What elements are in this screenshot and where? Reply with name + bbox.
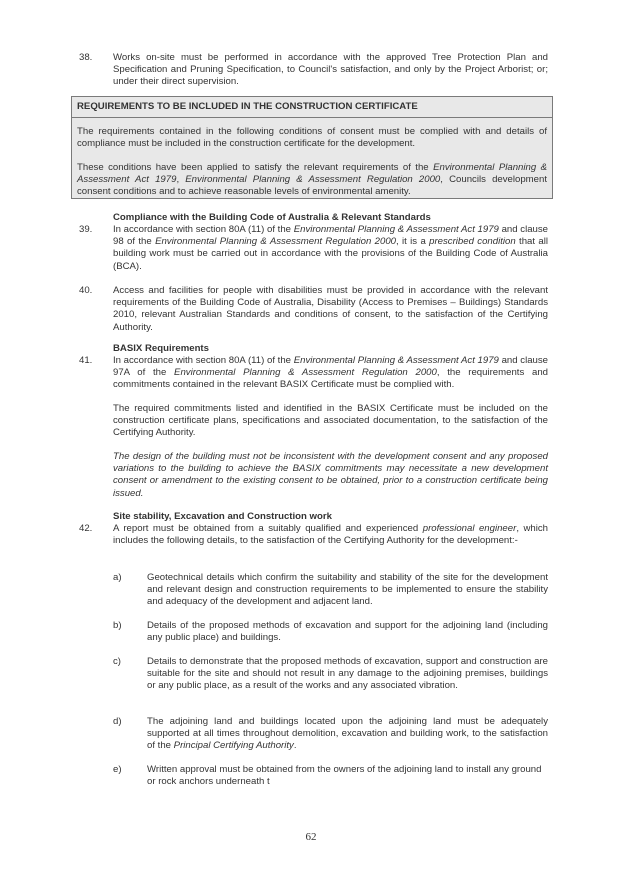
condition-number: 40. — [79, 285, 93, 296]
sub-item-a-text: Geotechnical details which confirm the suitability and stability of the site for the development and relevant design and construction requirements to be implemented to ensure the stability and adequacy of the development and adjacent land. — [147, 572, 548, 608]
condition-41-paragraph-3: The design of the building must not be inconsistent with the development consent and any proposed variations to the building to achieve the BASIX commitments may necessitate a new development consent or amendment to the existing consent to be obtained, prior to a construction certificate being issued. — [113, 451, 548, 499]
page-number: 62 — [305, 831, 317, 843]
sub-item-b-text: Details of the proposed methods of excavation and support for the adjoining land (including any public place) and buildings. — [147, 620, 548, 644]
condition-40-text: Access and facilities for people with disabilities must be provided in accordance with the relevant requirements of the Building Code of Australia, Disability (Access to Premises – Buildings) Standards 2010, relevant Australian Standards and conditions of consent, to the satisfaction of the Certifying Authority. — [113, 285, 548, 333]
condition-41-text: In accordance with section 80A (11) of the Environmental Planning & Assessment Act 1979 and clause 97A of the Environmental Planning & Assessment Regulation 2000, the requirements and commitments contained in the relevant BASIX Certificate must be complied with. — [113, 355, 548, 391]
condition-number: 41. — [79, 355, 93, 366]
condition-41-paragraph-2: The required commitments listed and identified in the BASIX Certificate must be included on the construction certificate plans, specifications and associated documentation, to the satisfaction of the Certifying Authority. — [113, 403, 548, 439]
sub-item-letter: a) — [113, 572, 122, 583]
sub-item-letter: d) — [113, 716, 122, 727]
box-title: REQUIREMENTS TO BE INCLUDED IN THE CONSTRUCTION CERTIFICATE — [77, 101, 418, 112]
sub-item-e-text: Written approval must be obtained from the owners of the adjoining land to install any ground or rock anchors underneath t — [147, 764, 542, 788]
condition-38-text: Works on-site must be performed in accordance with the approved Tree Protection Plan and Specification and Pruning Specification, to Council's satisfaction, and only by the Project Arborist; or; under their direct supervision. — [113, 52, 548, 88]
condition-number: 38. — [79, 52, 93, 63]
condition-42-text: A report must be obtained from a suitably qualified and experienced professional engineer, which includes the following details, to the satisfaction of the Certifying Authority for the development:- — [113, 523, 549, 547]
sub-item-d-text: The adjoining land and buildings located upon the adjoining land must be adequately supported at all times throughout demolition, excavation and building work, to the satisfaction of the Principal Certifying Authority. — [147, 716, 548, 752]
section-heading: BASIX Requirements — [113, 343, 209, 354]
box-paragraph-1: The requirements contained in the following conditions of consent must be complied with and details of compliance must be included in the construction certificate for the development. — [77, 126, 547, 150]
box-divider — [71, 117, 553, 118]
sub-item-letter: b) — [113, 620, 122, 631]
sub-item-letter: e) — [113, 764, 122, 775]
sub-item-letter: c) — [113, 656, 121, 667]
section-heading: Compliance with the Building Code of Australia & Relevant Standards — [113, 212, 431, 223]
section-heading: Site stability, Excavation and Construction work — [113, 511, 332, 522]
box-paragraph-2: These conditions have been applied to satisfy the relevant requirements of the Environmental Planning & Assessment Act 1979, Environmental Planning & Assessment Regulation 2000, Councils development consent conditions and to achieve reasonable levels of environmental amenity. — [77, 162, 548, 198]
condition-number: 42. — [79, 523, 93, 534]
sub-item-c-text: Details to demonstrate that the proposed methods of excavation, support and construction are suitable for the site and should not result in any damage to the adjoining premises, buildings or any public place, as a result of the works and any associated vibration. — [147, 656, 548, 692]
condition-39-text: In accordance with section 80A (11) of the Environmental Planning & Assessment Act 1979 and clause 98 of the Environmental Planning & Assessment Regulation 2000, it is a prescribed condition that all building work must be carried out in accordance with the provisions of the Building Code of Australia (BCA). — [113, 224, 548, 272]
condition-number: 39. — [79, 224, 93, 235]
